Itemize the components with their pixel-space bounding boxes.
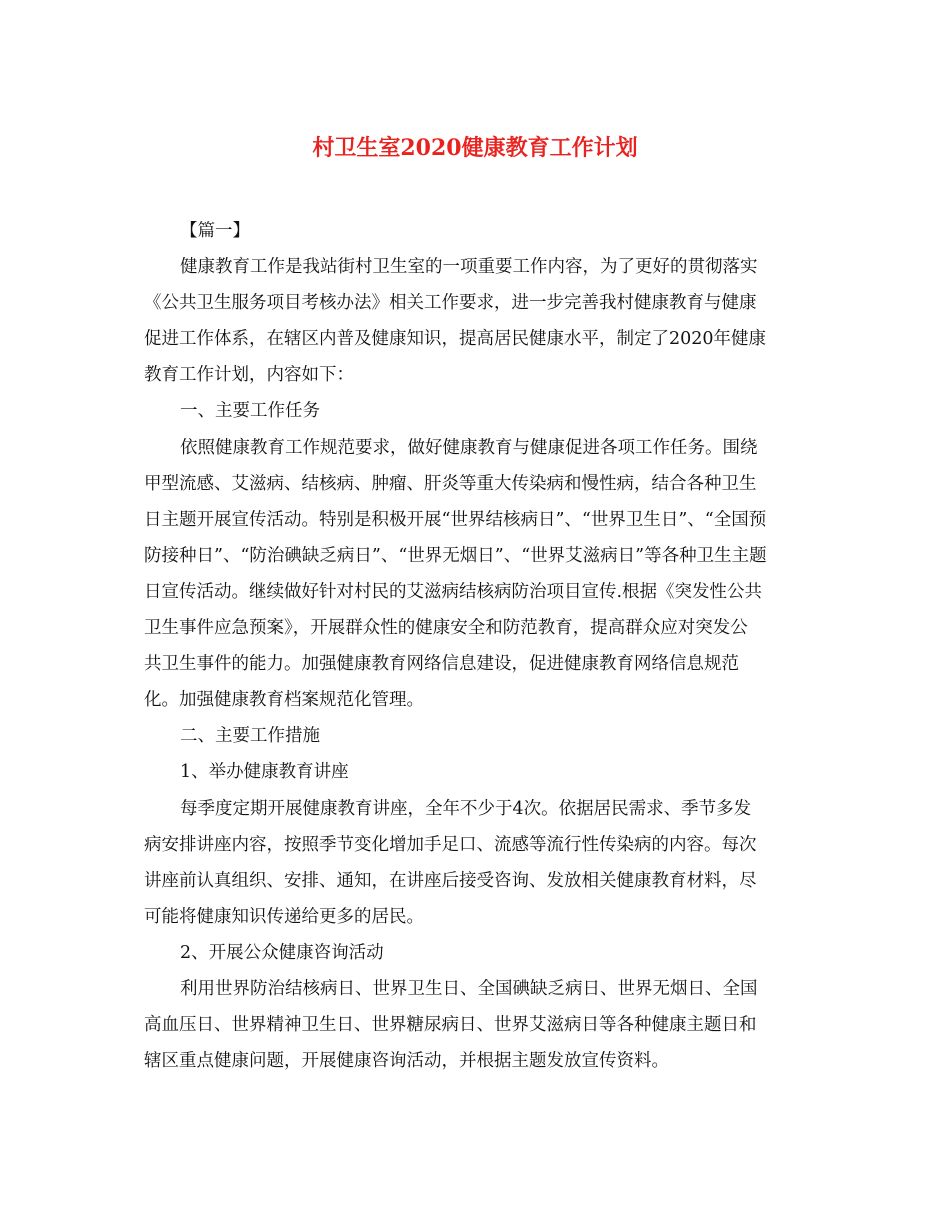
paragraph-line: 化。加强健康教育档案规范化管理。 — [144, 690, 424, 711]
paragraph-line: 甲型流感、艾滋病、结核病、肿瘤、肝炎等重大传染病和慢性病，结合各种卫生 — [144, 473, 757, 494]
paragraph-line: 共卫生事件的能力。加强健康教育网络信息建设，促进健康教育网络信息规范 — [144, 654, 739, 675]
measure-2-title: 2、开展公众健康咨询活动 — [180, 942, 384, 963]
paragraph-line: 《公共卫生服务项目考核办法》相关工作要求，进一步完善我村健康教育与健康 — [144, 293, 757, 314]
measure-1-paragraph — [144, 791, 814, 935]
paragraph-line: 病安排讲座内容，按照季节变化增加手足口、流感等流行性传染病的内容。每次 — [144, 834, 757, 855]
paragraph-line: 高血压日、世界精神卫生日、世界糖尿病日、世界艾滋病日等各种健康主题日和 — [144, 1015, 757, 1036]
paragraph-line: 防接种日”、“防治碘缺乏病日”、“世界无烟日”、“世界艾滋病日”等各种卫生主题 — [144, 545, 767, 566]
paragraph-line: 日宣传活动。继续做好针对村民的艾滋病结核病防治项目宣传.根据《突发性公共 — [144, 581, 763, 602]
paragraph-line: 日主题开展宣传活动。特别是积极开展“世界结核病日”、“世界卫生日”、“全国预 — [144, 509, 767, 530]
paragraph-line: 辖区重点健康问题，开展健康咨询活动，并根据主题发放宣传资料。 — [144, 1051, 669, 1072]
paragraph-line: 健康教育工作是我站街村卫生室的一项重要工作内容，为了更好的贯彻落实 — [180, 257, 758, 278]
paragraph-line: 可能将健康知识传递给更多的居民。 — [144, 906, 424, 927]
paragraph-line: 卫生事件应急预案》，开展群众性的健康安全和防范教育，提高群众应对突发公 — [144, 618, 748, 639]
measure-1-title: 1、举办健康教育讲座 — [180, 762, 349, 783]
document-body — [144, 213, 814, 1079]
paragraph-line: 促进工作体系，在辖区内普及健康知识，提高居民健康水平，制定了2020年健康 — [144, 329, 767, 350]
paragraph-line: 每季度定期开展健康教育讲座，全年不少于4次。依据居民需求、季节多发 — [180, 798, 752, 819]
paragraph-line: 教育工作计划，内容如下： — [144, 365, 354, 386]
measure-2-paragraph — [144, 971, 814, 1079]
document-title: 村卫生室2020健康教育工作计划 — [312, 135, 638, 161]
intro-paragraph — [144, 249, 814, 393]
tasks-paragraph — [144, 430, 814, 719]
paragraph-line: 依照健康教育工作规范要求，做好健康教育与健康促进各项工作任务。围绕 — [180, 437, 758, 458]
section-heading-measures: 二、主要工作措施 — [180, 726, 320, 747]
paragraph-line: 利用世界防治结核病日、世界卫生日、全国碘缺乏病日、世界无烟日、全国 — [180, 978, 758, 999]
paragraph-line: 讲座前认真组织、安排、通知，在讲座后接受咨询、发放相关健康教育材料，尽 — [144, 870, 757, 891]
section-label: 【篇一】 — [180, 221, 250, 241]
section-heading-tasks: 一、主要工作任务 — [180, 401, 320, 422]
